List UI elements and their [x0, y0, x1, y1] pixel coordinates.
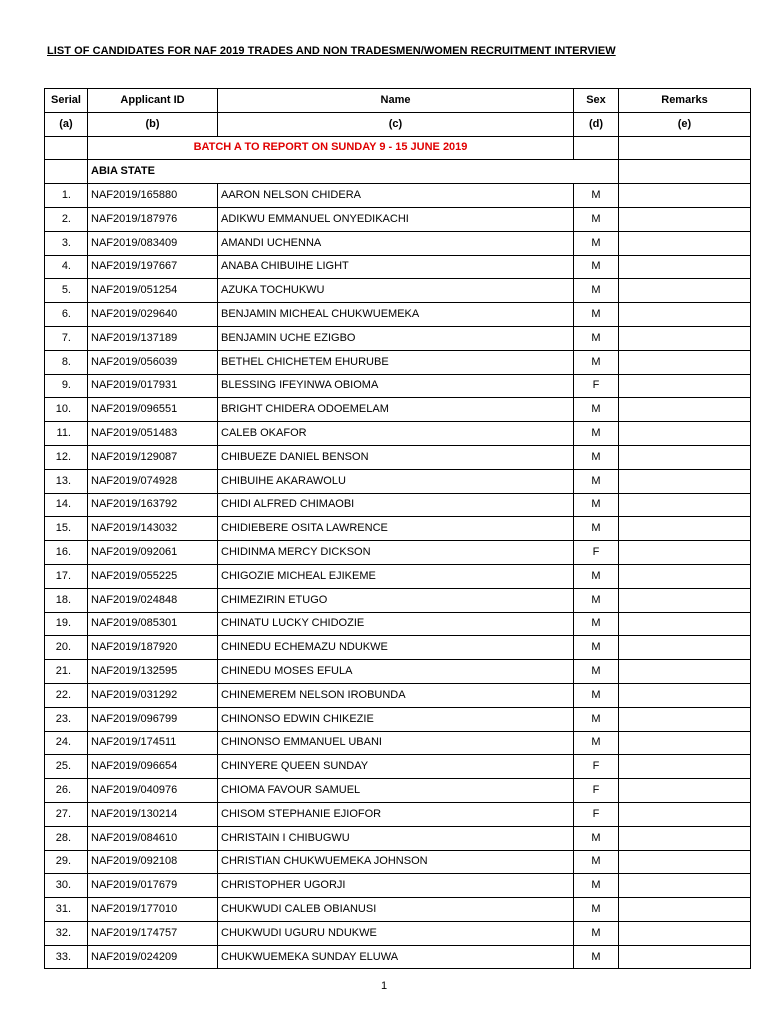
subheader-d: (d) — [574, 112, 619, 136]
serial-cell: 26. — [45, 779, 88, 803]
remarks-cell — [619, 184, 751, 208]
remarks-cell — [619, 564, 751, 588]
remarks-cell — [619, 493, 751, 517]
sex-cell: M — [574, 636, 619, 660]
serial-cell: 22. — [45, 683, 88, 707]
name-cell: CHIDINMA MERCY DICKSON — [218, 541, 574, 565]
name-cell: BETHEL CHICHETEM EHURUBE — [218, 350, 574, 374]
applicant-id-cell: NAF2019/165880 — [88, 184, 218, 208]
sex-cell: M — [574, 660, 619, 684]
candidates-table — [44, 88, 751, 969]
applicant-id-cell: NAF2019/017679 — [88, 874, 218, 898]
name-cell: CHINEDU ECHEMAZU NDUKWE — [218, 636, 574, 660]
name-cell: CHIMEZIRIN ETUGO — [218, 588, 574, 612]
remarks-cell — [619, 422, 751, 446]
remarks-cell — [619, 255, 751, 279]
name-cell: CHRISTIAN CHUKWUEMEKA JOHNSON — [218, 850, 574, 874]
remarks-cell — [619, 541, 751, 565]
remarks-cell — [619, 826, 751, 850]
applicant-id-cell: NAF2019/017931 — [88, 374, 218, 398]
remarks-cell — [619, 755, 751, 779]
applicant-id-cell: NAF2019/040976 — [88, 779, 218, 803]
sex-cell: M — [574, 874, 619, 898]
batch-empty-cell — [45, 136, 88, 160]
remarks-cell — [619, 303, 751, 327]
remarks-cell — [619, 588, 751, 612]
applicant-id-cell: NAF2019/074928 — [88, 469, 218, 493]
name-cell: CHINONSO EMMANUEL UBANI — [218, 731, 574, 755]
applicant-id-cell: NAF2019/055225 — [88, 564, 218, 588]
applicant-id-cell: NAF2019/096654 — [88, 755, 218, 779]
serial-cell: 32. — [45, 921, 88, 945]
serial-cell: 18. — [45, 588, 88, 612]
subheader-a: (a) — [45, 112, 88, 136]
table-row — [45, 231, 751, 255]
remarks-cell — [619, 445, 751, 469]
table-row — [45, 755, 751, 779]
header-applicant-id: Applicant ID — [88, 89, 218, 113]
sex-cell: F — [574, 779, 619, 803]
sex-cell: M — [574, 850, 619, 874]
sex-cell: M — [574, 350, 619, 374]
table-row — [45, 588, 751, 612]
sex-cell: F — [574, 374, 619, 398]
applicant-id-cell: NAF2019/092061 — [88, 541, 218, 565]
table-row — [45, 422, 751, 446]
serial-cell: 27. — [45, 802, 88, 826]
batch-label: BATCH A TO REPORT ON SUNDAY 9 - 15 JUNE 2019 — [88, 136, 574, 160]
remarks-cell — [619, 279, 751, 303]
remarks-cell — [619, 517, 751, 541]
table-row — [45, 184, 751, 208]
sex-cell: M — [574, 898, 619, 922]
serial-cell: 3. — [45, 231, 88, 255]
serial-cell: 10. — [45, 398, 88, 422]
table-row — [45, 255, 751, 279]
serial-cell: 14. — [45, 493, 88, 517]
table-row — [45, 660, 751, 684]
applicant-id-cell: NAF2019/024209 — [88, 945, 218, 969]
sex-cell: F — [574, 541, 619, 565]
serial-cell: 4. — [45, 255, 88, 279]
name-cell: CHUKWUDI UGURU NDUKWE — [218, 921, 574, 945]
remarks-cell — [619, 707, 751, 731]
name-cell: CHIBUEZE DANIEL BENSON — [218, 445, 574, 469]
table-row — [45, 636, 751, 660]
sex-cell: M — [574, 493, 619, 517]
remarks-cell — [619, 921, 751, 945]
serial-cell: 16. — [45, 541, 88, 565]
name-cell: ADIKWU EMMANUEL ONYEDIKACHI — [218, 207, 574, 231]
sex-cell: F — [574, 802, 619, 826]
table-row — [45, 541, 751, 565]
name-cell: AARON NELSON CHIDERA — [218, 184, 574, 208]
table-row — [45, 945, 751, 969]
sex-cell: M — [574, 398, 619, 422]
serial-cell: 5. — [45, 279, 88, 303]
table-row — [45, 779, 751, 803]
name-cell: BENJAMIN UCHE EZIGBO — [218, 326, 574, 350]
applicant-id-cell: NAF2019/187920 — [88, 636, 218, 660]
name-cell: CHRISTOPHER UGORJI — [218, 874, 574, 898]
applicant-id-cell: NAF2019/132595 — [88, 660, 218, 684]
batch-row — [45, 136, 751, 160]
remarks-cell — [619, 469, 751, 493]
name-cell: CHRISTAIN I CHIBUGWU — [218, 826, 574, 850]
serial-cell: 8. — [45, 350, 88, 374]
subheader-e: (e) — [619, 112, 751, 136]
sex-cell: M — [574, 207, 619, 231]
serial-cell: 33. — [45, 945, 88, 969]
sex-cell: M — [574, 184, 619, 208]
document-title: LIST OF CANDIDATES FOR NAF 2019 TRADES AND NON TRADESMEN/WOMEN RECRUITMENT INTERVIEW — [47, 45, 616, 57]
state-label: ABIA STATE — [88, 160, 619, 184]
sex-cell: M — [574, 445, 619, 469]
serial-cell: 24. — [45, 731, 88, 755]
sex-cell: M — [574, 422, 619, 446]
serial-cell: 7. — [45, 326, 88, 350]
remarks-cell — [619, 231, 751, 255]
name-cell: CHINYERE QUEEN SUNDAY — [218, 755, 574, 779]
serial-cell: 1. — [45, 184, 88, 208]
batch-empty-cell — [574, 136, 619, 160]
header-sex: Sex — [574, 89, 619, 113]
serial-cell: 30. — [45, 874, 88, 898]
table-row — [45, 921, 751, 945]
name-cell: CHIOMA FAVOUR SAMUEL — [218, 779, 574, 803]
table-row — [45, 326, 751, 350]
applicant-id-cell: NAF2019/092108 — [88, 850, 218, 874]
table-row — [45, 826, 751, 850]
serial-cell: 2. — [45, 207, 88, 231]
sex-cell: M — [574, 517, 619, 541]
name-cell: BLESSING IFEYINWA OBIOMA — [218, 374, 574, 398]
sex-cell: M — [574, 231, 619, 255]
table-row — [45, 564, 751, 588]
serial-cell: 15. — [45, 517, 88, 541]
sex-cell: M — [574, 326, 619, 350]
table-row — [45, 850, 751, 874]
name-cell: BENJAMIN MICHEAL CHUKWUEMEKA — [218, 303, 574, 327]
name-cell: CHIDIEBERE OSITA LAWRENCE — [218, 517, 574, 541]
name-cell: BRIGHT CHIDERA ODOEMELAM — [218, 398, 574, 422]
header-name: Name — [218, 89, 574, 113]
page-number: 1 — [380, 980, 388, 992]
sex-cell: M — [574, 255, 619, 279]
remarks-cell — [619, 898, 751, 922]
table-row — [45, 802, 751, 826]
remarks-cell — [619, 207, 751, 231]
subheader-b: (b) — [88, 112, 218, 136]
applicant-id-cell: NAF2019/187976 — [88, 207, 218, 231]
serial-cell: 31. — [45, 898, 88, 922]
serial-cell: 6. — [45, 303, 88, 327]
applicant-id-cell: NAF2019/129087 — [88, 445, 218, 469]
applicant-id-cell: NAF2019/137189 — [88, 326, 218, 350]
sex-cell: M — [574, 612, 619, 636]
sex-cell: F — [574, 755, 619, 779]
name-cell: CHINEDU MOSES EFULA — [218, 660, 574, 684]
sex-cell: M — [574, 945, 619, 969]
batch-empty-cell — [619, 136, 751, 160]
table-row — [45, 898, 751, 922]
serial-cell: 9. — [45, 374, 88, 398]
remarks-cell — [619, 374, 751, 398]
applicant-id-cell: NAF2019/029640 — [88, 303, 218, 327]
table-row — [45, 279, 751, 303]
table-row — [45, 445, 751, 469]
state-empty-cell — [619, 160, 751, 184]
state-empty-cell — [45, 160, 88, 184]
serial-cell: 11. — [45, 422, 88, 446]
table-row — [45, 874, 751, 898]
applicant-id-cell: NAF2019/085301 — [88, 612, 218, 636]
remarks-cell — [619, 612, 751, 636]
name-cell: ANABA CHIBUIHE LIGHT — [218, 255, 574, 279]
serial-cell: 17. — [45, 564, 88, 588]
applicant-id-cell: NAF2019/143032 — [88, 517, 218, 541]
remarks-cell — [619, 874, 751, 898]
table-row — [45, 469, 751, 493]
name-cell: CHINEMEREM NELSON IROBUNDA — [218, 683, 574, 707]
table-row — [45, 612, 751, 636]
name-cell: CHUKWUDI CALEB OBIANUSI — [218, 898, 574, 922]
table-row — [45, 303, 751, 327]
table-row — [45, 398, 751, 422]
serial-cell: 13. — [45, 469, 88, 493]
applicant-id-cell: NAF2019/024848 — [88, 588, 218, 612]
serial-cell: 20. — [45, 636, 88, 660]
applicant-id-cell: NAF2019/096551 — [88, 398, 218, 422]
name-cell: CHISOM STEPHANIE EJIOFOR — [218, 802, 574, 826]
applicant-id-cell: NAF2019/130214 — [88, 802, 218, 826]
table-row — [45, 707, 751, 731]
applicant-id-cell: NAF2019/051483 — [88, 422, 218, 446]
applicant-id-cell: NAF2019/083409 — [88, 231, 218, 255]
name-cell: AMANDI UCHENNA — [218, 231, 574, 255]
header-row — [45, 89, 751, 113]
table-row — [45, 731, 751, 755]
remarks-cell — [619, 945, 751, 969]
sex-cell: M — [574, 588, 619, 612]
name-cell: CHIGOZIE MICHEAL EJIKEME — [218, 564, 574, 588]
table-row — [45, 517, 751, 541]
remarks-cell — [619, 326, 751, 350]
table-row — [45, 374, 751, 398]
table-row — [45, 350, 751, 374]
table-row — [45, 683, 751, 707]
sex-cell: M — [574, 303, 619, 327]
sex-cell: M — [574, 564, 619, 588]
applicant-id-cell: NAF2019/174757 — [88, 921, 218, 945]
serial-cell: 21. — [45, 660, 88, 684]
sex-cell: M — [574, 469, 619, 493]
remarks-cell — [619, 802, 751, 826]
applicant-id-cell: NAF2019/051254 — [88, 279, 218, 303]
remarks-cell — [619, 731, 751, 755]
header-serial: Serial — [45, 89, 88, 113]
applicant-id-cell: NAF2019/096799 — [88, 707, 218, 731]
applicant-id-cell: NAF2019/174511 — [88, 731, 218, 755]
sex-cell: M — [574, 707, 619, 731]
serial-cell: 12. — [45, 445, 88, 469]
applicant-id-cell: NAF2019/163792 — [88, 493, 218, 517]
table-row — [45, 493, 751, 517]
subheader-row — [45, 112, 751, 136]
subheader-c: (c) — [218, 112, 574, 136]
remarks-cell — [619, 683, 751, 707]
applicant-id-cell: NAF2019/031292 — [88, 683, 218, 707]
sex-cell: M — [574, 279, 619, 303]
table-row — [45, 207, 751, 231]
applicant-id-cell: NAF2019/177010 — [88, 898, 218, 922]
sex-cell: M — [574, 683, 619, 707]
remarks-cell — [619, 636, 751, 660]
serial-cell: 29. — [45, 850, 88, 874]
remarks-cell — [619, 850, 751, 874]
name-cell: AZUKA TOCHUKWU — [218, 279, 574, 303]
sex-cell: M — [574, 921, 619, 945]
remarks-cell — [619, 660, 751, 684]
name-cell: CHINONSO EDWIN CHIKEZIE — [218, 707, 574, 731]
name-cell: CALEB OKAFOR — [218, 422, 574, 446]
state-row — [45, 160, 751, 184]
serial-cell: 25. — [45, 755, 88, 779]
sex-cell: M — [574, 731, 619, 755]
remarks-cell — [619, 779, 751, 803]
remarks-cell — [619, 350, 751, 374]
name-cell: CHUKWUEMEKA SUNDAY ELUWA — [218, 945, 574, 969]
serial-cell: 23. — [45, 707, 88, 731]
name-cell: CHIBUIHE AKARAWOLU — [218, 469, 574, 493]
serial-cell: 19. — [45, 612, 88, 636]
applicant-id-cell: NAF2019/056039 — [88, 350, 218, 374]
name-cell: CHINATU LUCKY CHIDOZIE — [218, 612, 574, 636]
applicant-id-cell: NAF2019/197667 — [88, 255, 218, 279]
serial-cell: 28. — [45, 826, 88, 850]
sex-cell: M — [574, 826, 619, 850]
remarks-cell — [619, 398, 751, 422]
name-cell: CHIDI ALFRED CHIMAOBI — [218, 493, 574, 517]
header-remarks: Remarks — [619, 89, 751, 113]
applicant-id-cell: NAF2019/084610 — [88, 826, 218, 850]
